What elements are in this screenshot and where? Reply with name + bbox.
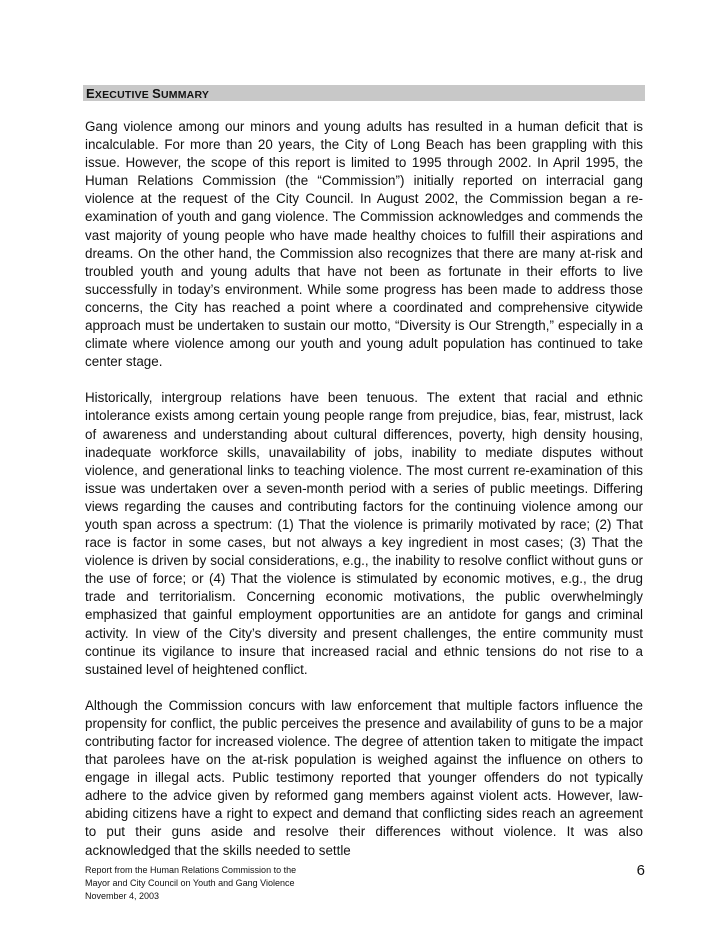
body-text [85, 118, 643, 878]
paragraph-3: Although the Commission concurs with law enforcement that multiple factors influence the propensity for conflict, the public perceives the presence and availability of guns to be a major contributing factor for increased violence. The degree of attention taken to mitigate the impact that parolees have on the at-risk population is weighed against the influence on others to engage in illegal acts. Public testimony reported that younger offenders do not typically adhere to the advice given by reformed gang members against violent acts. However, law-abiding citizens have a right to expect and demand that conflicting sides reach an agreement to put their guns aside and resolve their differences without violence. It was also acknowledged that the skills needed to settle [85, 697, 643, 858]
section-title-rest: XECUTIVE [94, 89, 153, 101]
paragraph-2: Historically, intergroup relations have been tenuous. The extent that racial and ethnic intolerance exists among certain young people range from prejudice, bias, fear, mistrust, lack of awareness and understanding about cultural differences, poverty, high density housing, inadequate workforce skills, unavailability of jobs, inability to mediate disputes without violence, and generational links to teaching violence. The most current re-examination of this issue was undertaken over a seven-month period with a series of public meetings. Differing views regarding the causes and contributing factors for the continuing violence among our youth span across a spectrum: (1) That the violence is primarily motivated by race; (2) That race is factor in some cases, but not always a key ingredient in most cases; (3) That the violence is driven by social considerations, e.g., the inability to resolve conflict without guns or the use of force; or (4) That the violence is stimulated by economic motives, e.g., the drug trade and territorialism. Concerning economic motivations, the public overwhelmingly emphasized that gainful employment opportunities are an antidote for gangs and criminal activity. In view of the City’s diversity and present challenges, the entire community must continue its vigilance to insure that increased racial and ethnic tensions do not rise to a sustained level of heightened conflict. [85, 390, 643, 677]
section-title-initial-2: S [152, 86, 161, 101]
page-number: 6 [636, 862, 645, 879]
footer-line-1: Report from the Human Relations Commission to the [85, 865, 297, 875]
section-title-initial: E [86, 86, 95, 101]
paragraph-1: Gang violence among our minors and young adults has resulted in a human deficit that is incalculable. For more than 20 years, the City of Long Beach has been grappling with this issue. However, the scope of this report is limited to 1995 through 2002. In April 1995, the Human Relations Commission (the “Commission”) initially reported on interracial gang violence at the request of the City Council. In August 2002, the Commission began a re-examination of youth and gang violence. The Commission acknowledges and commends the vast majority of young people who have made healthy choices to fulfill their aspirations and dreams. On the other hand, the Commission also recognizes that there are many at-risk and troubled youth and young adults that have not been as fortunate in their efforts to live successfully in today’s environment. While some progress has been made to address those concerns, the City has reached a point where a coordinated and comprehensive citywide approach must be undertaken to sustain our motto, “Diversity is Our Strength,” especially in a climate where violence among our youth and young adult population has continued to take center stage. [85, 119, 643, 370]
section-title [86, 87, 209, 102]
footer-line-2: Mayor and City Council on Youth and Gang Violence [85, 878, 295, 888]
footer [85, 864, 296, 903]
section-title-rest-2: UMMARY [160, 89, 210, 101]
footer-date: November 4, 2003 [85, 891, 160, 901]
